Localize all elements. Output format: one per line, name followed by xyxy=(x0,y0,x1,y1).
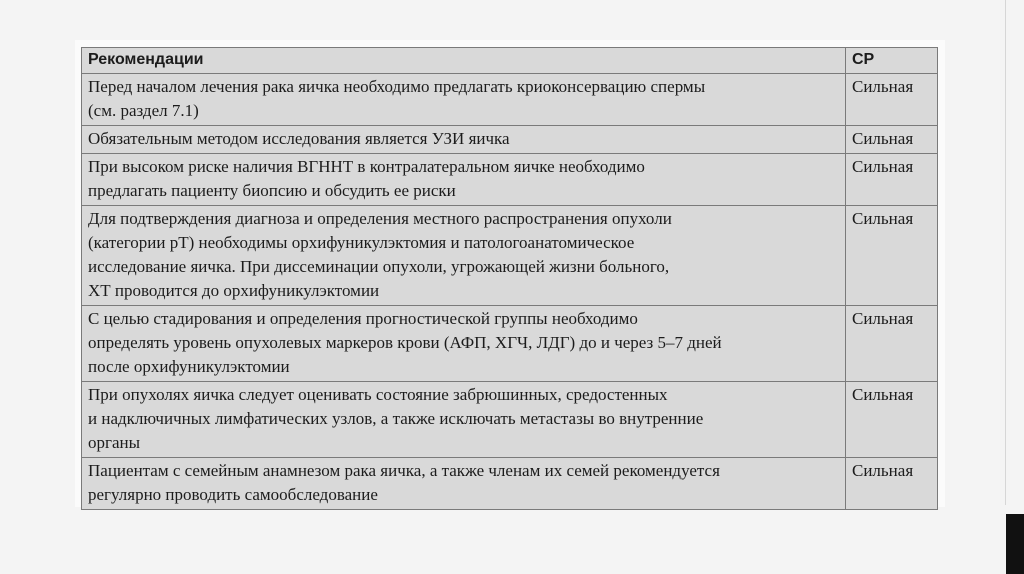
table-header-row xyxy=(82,48,938,74)
recommendations-table xyxy=(81,47,938,510)
table-row xyxy=(82,458,938,510)
table-panel xyxy=(75,40,945,507)
recommendation-strength: Сильная xyxy=(846,74,938,126)
recommendation-text: При высоком риске наличия ВГННТ в контралатеральном яичке необходимо предлагать пациенту биопсию и обсудить ее риски xyxy=(82,154,846,206)
slide-edge-divider xyxy=(1005,0,1006,505)
recommendation-strength: Сильная xyxy=(846,154,938,206)
table-row xyxy=(82,206,938,306)
recommendation-text: Для подтверждения диагноза и определения местного распространения опухоли (категории рТ) необходимы орхифуникулэктомия и патологоанатомическое исследование яичка. При диссеминации опухоли, угрожающей жизни больного, ХТ проводится до орхифуникулэктомии xyxy=(82,206,846,306)
recommendation-strength: Сильная xyxy=(846,306,938,382)
recommendation-text: Пациентам с семейным анамнезом рака яичка, а также членам их семей рекомендуется регулярно проводить самообследование xyxy=(82,458,846,510)
corner-block xyxy=(1006,514,1024,574)
table-row xyxy=(82,74,938,126)
table-row xyxy=(82,126,938,154)
header-strength: СР xyxy=(846,48,938,74)
table-row xyxy=(82,306,938,382)
header-recommendations: Рекомендации xyxy=(82,48,846,74)
recommendation-text: С целью стадирования и определения прогностической группы необходимо определять уровень опухолевых маркеров крови (АФП, ХГЧ, ЛДГ) до и через 5–7 дней после орхифуникулэктомии xyxy=(82,306,846,382)
recommendation-strength: Сильная xyxy=(846,206,938,306)
table-row xyxy=(82,154,938,206)
recommendation-text: Перед началом лечения рака яичка необходимо предлагать криоконсервацию спермы (см. раздел 7.1) xyxy=(82,74,846,126)
recommendation-strength: Сильная xyxy=(846,458,938,510)
recommendation-text: При опухолях яичка следует оценивать состояние забрюшинных, средостенных и надключичных лимфатических узлов, а также исключать метастазы во внутренние органы xyxy=(82,382,846,458)
table-row xyxy=(82,382,938,458)
recommendation-strength: Сильная xyxy=(846,126,938,154)
recommendation-text: Обязательным методом исследования является УЗИ яичка xyxy=(82,126,846,154)
recommendation-strength: Сильная xyxy=(846,382,938,458)
